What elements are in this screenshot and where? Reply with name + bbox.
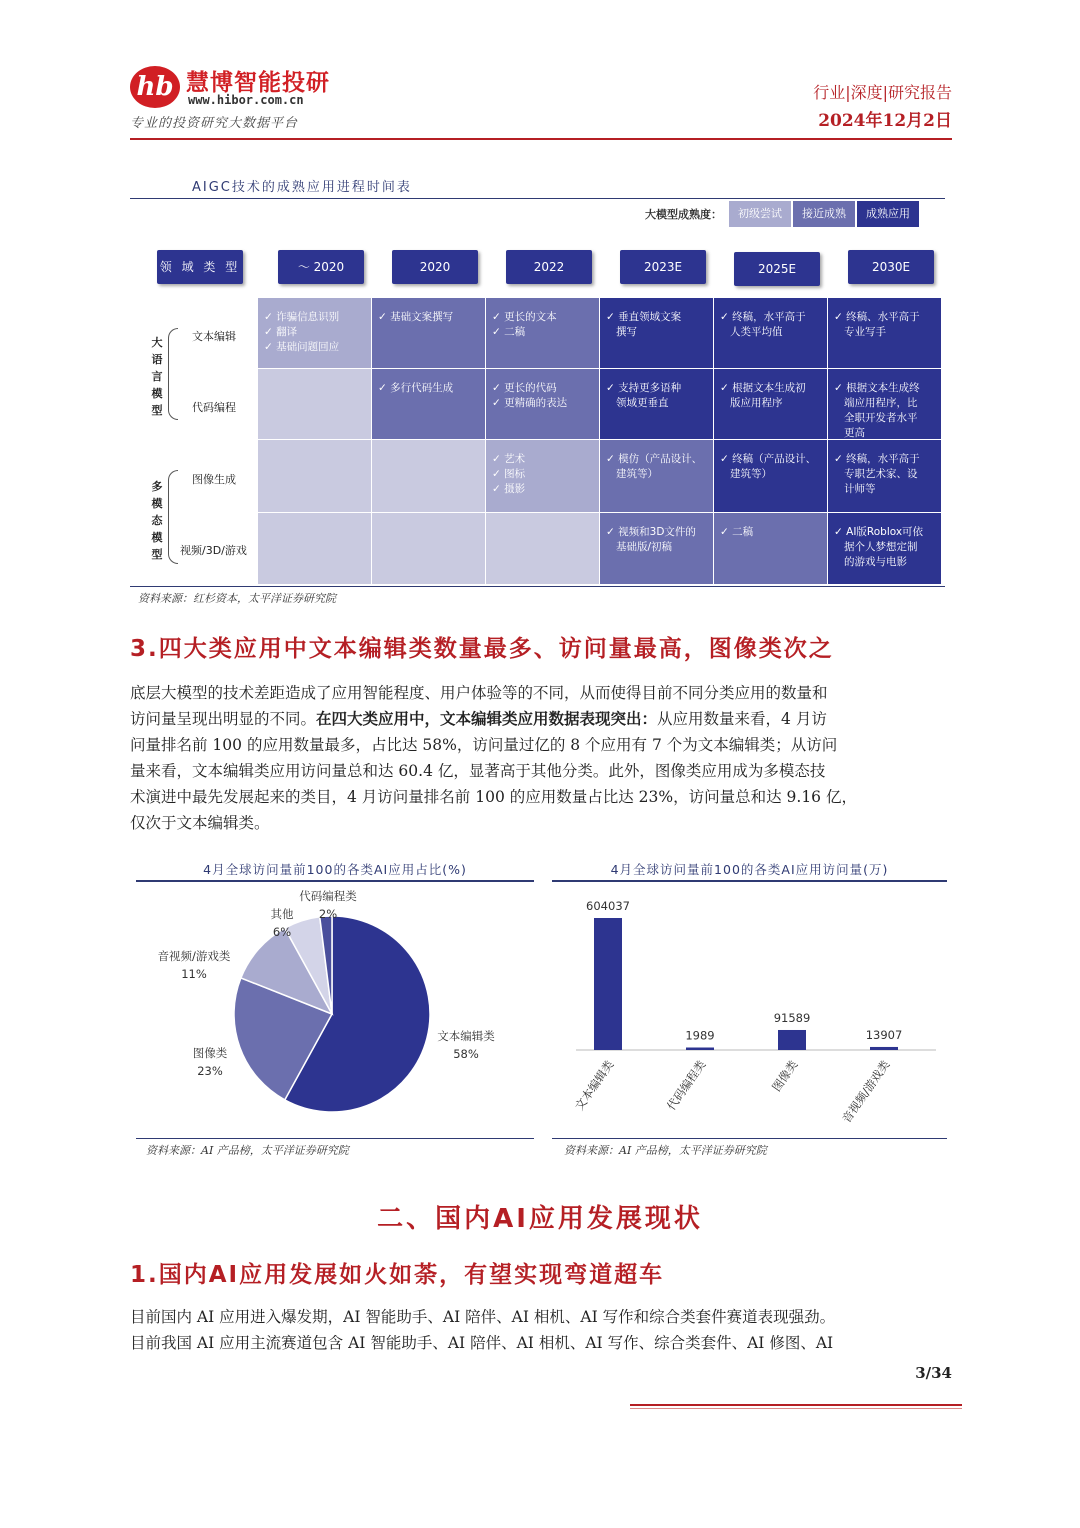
column-header: 2020 bbox=[392, 250, 478, 284]
cell-text: 建筑等） bbox=[606, 468, 659, 480]
cell-text: ✓ 终稿、水平高于 bbox=[834, 311, 920, 323]
figure-title-rule bbox=[130, 198, 945, 199]
report-date: 2024年12月2日 bbox=[818, 111, 952, 131]
timeline-cell bbox=[372, 369, 486, 440]
cell-text: 更高 bbox=[834, 427, 866, 439]
timeline-cell bbox=[600, 369, 714, 440]
figure-bottom-rule bbox=[130, 586, 945, 587]
bar bbox=[778, 1030, 806, 1050]
cell-text: 的游戏与电影 bbox=[834, 556, 908, 568]
header-divider bbox=[130, 138, 952, 140]
cell-text: ✓ 根据文本生成初 bbox=[720, 382, 806, 394]
bar-category-label: 代码编程类 bbox=[664, 1057, 709, 1113]
chapter-paragraph bbox=[130, 1304, 952, 1356]
paragraph-line: 目前国内 AI 应用进入爆发期，AI 智能助手、AI 陪伴、AI 相机、AI 写作和综合类套件赛道表现强劲。 bbox=[130, 1308, 836, 1326]
bar-category-label: 音视频/游戏类 bbox=[839, 1057, 893, 1126]
bar-value-label: 604037 bbox=[586, 899, 630, 913]
cell-text: ✓ 终稿，水平高于 bbox=[834, 453, 920, 465]
cell-text: ✓ 模仿（产品设计、 bbox=[606, 453, 703, 465]
group-label-multimodal: 多 模 态 模 型 bbox=[151, 480, 163, 561]
timeline-cell bbox=[828, 513, 942, 585]
bar-category-label: 图像类 bbox=[769, 1057, 801, 1094]
timeline-cell bbox=[486, 513, 600, 585]
pie-value-label: 23% bbox=[197, 1064, 223, 1078]
pie-value-label: 2% bbox=[318, 907, 338, 921]
timeline-cell bbox=[714, 440, 828, 513]
figure-title: AIGC技术的成熟应用进程时间表 bbox=[192, 180, 412, 195]
aigc-timeline-figure bbox=[130, 168, 945, 608]
paragraph-line: 从应用数量来看，4 月访 bbox=[657, 710, 827, 728]
sub-heading: 1.国内AI应用发展如火如荼，有望实现弯道超车 bbox=[130, 1262, 665, 1288]
pie-label: 其他 bbox=[270, 907, 294, 921]
column-header: 2022 bbox=[506, 250, 592, 284]
timeline-cell bbox=[486, 298, 600, 369]
bar-category-label: 文本编辑类 bbox=[572, 1057, 617, 1113]
timeline-cell bbox=[258, 369, 372, 440]
bar bbox=[594, 918, 622, 1050]
brand-slogan: 专业的投资研究大数据平台 bbox=[130, 116, 299, 131]
timeline-cell bbox=[258, 298, 372, 369]
cell-text: ✓ 更长的代码 bbox=[492, 382, 557, 394]
cell-text: 专业写手 bbox=[834, 326, 887, 338]
cell-text: 端应用程序，比 bbox=[834, 397, 918, 409]
timeline-cell bbox=[372, 440, 486, 513]
pie-label: 音视频/游戏类 bbox=[157, 949, 231, 963]
pie-label: 文本编辑类 bbox=[437, 1029, 495, 1043]
cell-text: 领域更垂直 bbox=[606, 397, 669, 409]
group-brace bbox=[168, 470, 178, 564]
corner-header: 领 域 类 型 bbox=[157, 250, 243, 284]
cell-text: 基础版/初稿 bbox=[606, 541, 673, 553]
figure-source: 资料来源：红杉资本，太平洋证券研究院 bbox=[138, 592, 336, 605]
paragraph-line: 问量排名前 100 的应用数量最多，占比达 58%，访问量过亿的 8 个应用有 7 个为文本编辑类；从访问 bbox=[130, 736, 838, 754]
cell-text: ✓ 翻译 bbox=[264, 326, 298, 338]
column-header: 2023E bbox=[620, 250, 706, 284]
bar-chart-bottom-rule bbox=[552, 1138, 947, 1139]
cell-text: ✓ 视频和3D文件的 bbox=[606, 526, 696, 538]
cell-text: 专职艺术家、设 bbox=[834, 468, 918, 480]
timeline-cell bbox=[486, 369, 600, 440]
group-label-llm: 大 语 言 模 型 bbox=[151, 336, 163, 417]
cell-text: ✓ 终稿，水平高于 bbox=[720, 311, 806, 323]
pie-value-label: 58% bbox=[453, 1047, 479, 1061]
pie-chart-source: 资料来源：AI 产品榜，太平洋证券研究院 bbox=[146, 1144, 349, 1157]
cell-text: ✓ 诈骗信息识别 bbox=[264, 311, 340, 323]
legend-near-mature: 接近成熟 bbox=[793, 201, 855, 227]
section-paragraph bbox=[130, 680, 952, 836]
bar bbox=[686, 1048, 714, 1051]
cell-text: ✓ 根据文本生成终 bbox=[834, 382, 920, 394]
report-type: 行业|深度|研究报告 bbox=[813, 83, 952, 102]
timeline-cell bbox=[714, 298, 828, 369]
section-heading: 3.四大类应用中文本编辑类数量最多、访问量最高，图像类次之 bbox=[130, 636, 834, 662]
timeline-cell bbox=[828, 440, 942, 513]
paragraph-line: 目前我国 AI 应用主流赛道包含 AI 智能助手、AI 陪伴、AI 相机、AI 写作、综合类套件、AI 修图、AI bbox=[130, 1334, 834, 1352]
pie-chart-bottom-rule bbox=[136, 1138, 534, 1139]
cell-text: 据个人梦想定制 bbox=[834, 541, 918, 553]
pie-value-label: 11% bbox=[181, 967, 207, 981]
paragraph-line: 底层大模型的技术差距造成了应用智能程度、用户体验等的不同，从而使得目前不同分类应用的数量和 bbox=[130, 684, 828, 702]
legend-initial-trial: 初级尝试 bbox=[729, 201, 791, 227]
timeline-cell bbox=[828, 369, 942, 440]
row-label-text-editing: 文本编辑 bbox=[192, 330, 236, 343]
bar-chart bbox=[552, 882, 947, 1138]
cell-text: ✓ 摄影 bbox=[492, 483, 526, 495]
cell-text: 人类平均值 bbox=[720, 326, 783, 338]
cell-text: ✓ 更精确的表达 bbox=[492, 397, 568, 409]
cell-text: 全职开发者水平 bbox=[834, 412, 918, 424]
timeline-cell bbox=[372, 513, 486, 585]
hibor-logo-icon: hb bbox=[130, 66, 180, 108]
cell-text: ✓ 更长的文本 bbox=[492, 311, 557, 323]
bar-value-label: 91589 bbox=[773, 1010, 811, 1025]
bar bbox=[870, 1047, 898, 1050]
timeline-cell bbox=[258, 513, 372, 585]
page-header bbox=[130, 62, 952, 136]
timeline-cell bbox=[372, 298, 486, 369]
row-label-coding: 代码编程 bbox=[192, 401, 236, 414]
timeline-cell bbox=[714, 513, 828, 585]
pie-label: 代码编程类 bbox=[299, 889, 357, 903]
cell-text: 建筑等） bbox=[720, 468, 773, 480]
cell-text: ✓ AI版Roblox可依 bbox=[834, 526, 924, 538]
chapter-heading: 二、国内AI应用发展现状 bbox=[377, 1204, 703, 1234]
brand-url: www.hibor.com.cn bbox=[188, 93, 304, 107]
timeline-cell bbox=[486, 440, 600, 513]
row-label-video-3d-game: 视频/3D/游戏 bbox=[180, 544, 247, 557]
cell-text: ✓ 基础文案撰写 bbox=[378, 311, 454, 323]
pie-value-label: 6% bbox=[272, 925, 292, 939]
cell-text: ✓ 基础问题回应 bbox=[264, 341, 340, 353]
legend-mature: 成熟应用 bbox=[857, 201, 919, 227]
column-header: 2030E bbox=[848, 250, 934, 284]
timeline-cell bbox=[600, 513, 714, 585]
timeline-cell bbox=[714, 369, 828, 440]
cell-text: 撰写 bbox=[606, 326, 638, 338]
cell-text: ✓ 终稿（产品设计、 bbox=[720, 453, 817, 465]
page-number: 3/34 bbox=[915, 1364, 952, 1382]
pie-chart-title: 4月全球访问量前100的各类AI应用占比(%) bbox=[203, 862, 467, 877]
footer-rule bbox=[630, 1404, 962, 1406]
paragraph-line: 访问量呈现出明显的不同。 bbox=[130, 710, 317, 728]
cell-text: ✓ 二稿 bbox=[492, 326, 526, 338]
timeline-cell bbox=[600, 298, 714, 369]
cell-text: ✓ 艺术 bbox=[492, 453, 526, 465]
timeline-cell bbox=[258, 440, 372, 513]
paragraph-line: 术演进中最先发展起来的类目，4 月访问量排名前 100 的应用数量占比达 23%，访问量总和达 9.16 亿， bbox=[130, 788, 857, 806]
bar-value-label: 1989 bbox=[685, 1028, 715, 1043]
pie-label: 图像类 bbox=[192, 1046, 228, 1060]
cell-text: 版应用程序 bbox=[720, 397, 783, 409]
cell-text: ✓ 图标 bbox=[492, 468, 526, 480]
brand-name: 慧博智能投研 bbox=[186, 70, 330, 96]
group-brace bbox=[168, 328, 178, 420]
pie-chart bbox=[136, 882, 534, 1138]
paragraph-emphasis: 在四大类应用中，文本编辑类应用数据表现突出： bbox=[316, 710, 658, 728]
timeline-cell bbox=[600, 440, 714, 513]
bar-chart-source: 资料来源：AI 产品榜，太平洋证券研究院 bbox=[564, 1144, 767, 1157]
paragraph-line: 量来看，文本编辑类应用访问量总和达 60.4 亿，显著高于其他分类。此外，图像类应用成为多模态技 bbox=[130, 762, 826, 780]
bar-value-label: 13907 bbox=[865, 1027, 903, 1042]
row-label-image: 图像生成 bbox=[192, 473, 236, 486]
legend-label: 大模型成熟度： bbox=[645, 208, 722, 221]
timeline-cell bbox=[828, 298, 942, 369]
paragraph-line: 仅次于文本编辑类。 bbox=[130, 814, 270, 832]
cell-text: ✓ 多行代码生成 bbox=[378, 382, 454, 394]
column-header: ～ 2020 bbox=[278, 250, 364, 284]
cell-text: 计师等 bbox=[834, 483, 876, 495]
cell-text: ✓ 垂直领域文案 bbox=[606, 311, 682, 323]
cell-text: ✓ 支持更多语种 bbox=[606, 382, 682, 394]
column-header: 2025E bbox=[734, 252, 820, 286]
bar-chart-title: 4月全球访问量前100的各类AI应用访问量(万) bbox=[610, 862, 889, 877]
cell-text: ✓ 二稿 bbox=[720, 526, 754, 538]
footer-rule-thin bbox=[630, 1408, 962, 1409]
